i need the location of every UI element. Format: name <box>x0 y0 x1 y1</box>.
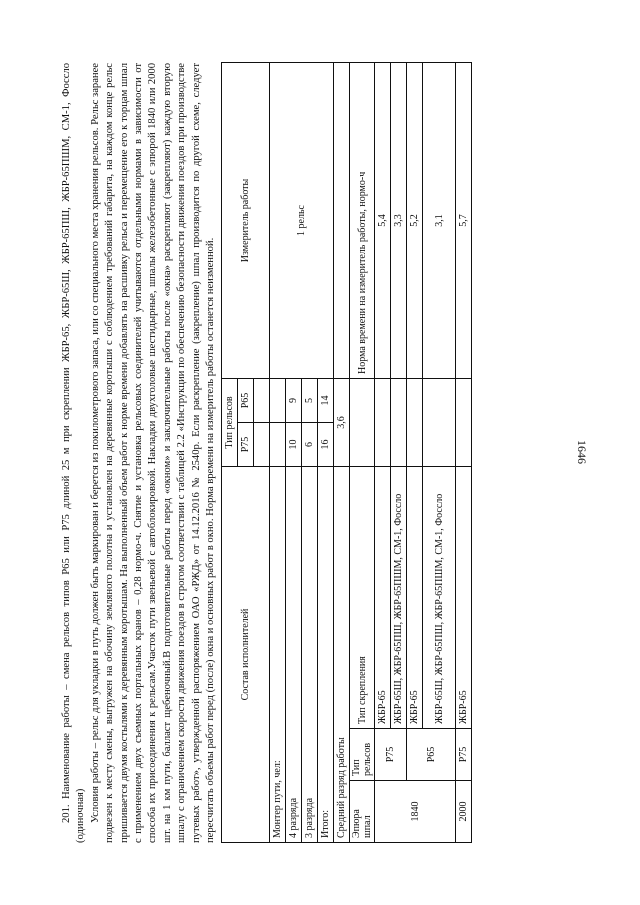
empty-cell <box>350 378 375 466</box>
avg-grade-label: Средний разряд работы <box>334 466 350 842</box>
work-conditions: Условия работы – рельс для укладки в путь должен быть маркирован и берется из покилометрового запаса, или со специального места хранения рельсов. Рельс заранее подвезен к месту смены, выгружен на обочину земляного полотна и установлен на деревянные коротыши с соблюдением требований габарита, на каждом конце рельс пришивается двумя костылями к деревянным коротышам. На выполненный объем работ к норме времени добавлять на расшивку рельса и перемещение его к торцам шпал с применением двух съемных портальных кранов – 0,28 нормо-ч. Снятие и установка рельсовых соединителей учитываются отдельными нормами в зависимости от способа их присоединения к рельсам.Участок пути звеньевой с автоблокировкой. Накладки двухголовые шестидырные, шпалы железобетонные с эпюрой 1840 или 2000 шт. на 1 км пути, балласт щебеночный.В подготовительные работы перед «окном» и заключительные работы после «окна» раскрепляют (закрепляют) каждую вторую шпалу с ограничением скорости движения поездов в строгом соответствии с таблицей 2.2 «Инструкции по обеспечению безопасности движения поездов при производстве путевых работ», утвержденной распоряжением ОАО «РЖД» от 14.12.2016 № 2540р. Если раскрепление (закрепление) шпал производится по другой схеме, следует пересчитать объемы работ перед (после) окна и основных работ в окно. Норма времени на измеритель работы останется неизменной. <box>89 62 217 843</box>
norm-value: 3,3 <box>391 62 407 378</box>
empty-cell <box>423 378 456 466</box>
norm-value: 5,4 <box>375 62 391 378</box>
grade4-p65: 9 <box>286 378 302 422</box>
rotated-content <box>60 63 580 843</box>
grade4-label: 4 разряда <box>286 466 302 842</box>
meter-value: 1 рельс <box>270 62 334 378</box>
rail-type-col-header: Тип рельсов <box>350 728 375 780</box>
grade4-p75: 10 <box>286 422 302 466</box>
table-row <box>222 62 238 842</box>
page-number: 1646 <box>575 440 589 464</box>
fastening-cell: ЖБР-65Ш, ЖБР-65ПШ, ЖБР-65ПШМ, СМ-1, Фоссло <box>423 466 456 728</box>
fastening-cell: ЖБР-65 <box>456 466 472 728</box>
p65-header: Р65 <box>238 378 254 422</box>
empty-cell <box>391 378 407 466</box>
fastening-header: Тип скрепления <box>350 466 375 728</box>
text-block <box>60 63 218 843</box>
empty-cell <box>375 378 391 466</box>
table-row <box>456 62 472 842</box>
rail-p75: Р75 <box>456 728 472 780</box>
norm-value: 5,7 <box>456 62 472 378</box>
norm-value: 5,2 <box>407 62 423 378</box>
rail-type-header: Тип рельсов <box>222 378 238 466</box>
p75-header: Р75 <box>238 422 254 466</box>
table-row <box>350 62 375 842</box>
meter-header: Измеритель работы <box>222 62 270 378</box>
table-row <box>375 62 391 842</box>
composition-header: Состав исполнителей <box>222 466 270 842</box>
grade3-p65: 5 <box>302 378 318 422</box>
fastening-cell: ЖБР-65 <box>407 466 423 728</box>
total-p75: 16 <box>318 422 334 466</box>
table-row <box>407 62 423 842</box>
avg-grade-value: 3,6 <box>334 378 350 466</box>
empty-cell <box>270 422 286 466</box>
rail-p65: Р65 <box>407 728 456 780</box>
grade3-p75: 6 <box>302 422 318 466</box>
table-row <box>334 62 350 842</box>
fastening-cell: ЖБР-65Ш, ЖБР-65ПШ, ЖБР-65ПШМ, СМ-1, Фоссло <box>391 466 407 728</box>
empty-cell <box>254 378 270 422</box>
norms-table <box>221 61 472 842</box>
epure-2000: 2000 <box>456 780 472 842</box>
rail-p75: Р75 <box>375 728 407 780</box>
empty-cell <box>270 378 286 422</box>
track-fitter-label: Монтер пути, чел: <box>270 466 286 842</box>
norm-header: Норма времени на измеритель работы, нормо-ч <box>350 62 375 378</box>
empty-cell <box>254 422 270 466</box>
total-p65: 14 <box>318 378 334 422</box>
fastening-cell: ЖБР-65 <box>375 466 391 728</box>
empty-cell <box>407 378 423 466</box>
table-row <box>270 62 286 842</box>
norm-value: 3,1 <box>423 62 456 378</box>
total-label: Итого: <box>318 466 334 842</box>
epure-1840: 1840 <box>375 780 456 842</box>
empty-cell <box>334 62 350 378</box>
empty-cell <box>456 378 472 466</box>
work-heading: 201. Наименование работы – смена рельсов типов Р65 или Р75 длиной 25 м при скреплении ЖБР-65, ЖБР-65Ш, ЖБР-65ПШ, ЖБР-65ПШМ, СМ-1, Фоссло (одиночная) <box>61 62 87 843</box>
table-row <box>391 62 407 842</box>
sleeper-epure-header: Эпюра шпал <box>350 780 375 842</box>
grade3-label: 3 разряда <box>302 466 318 842</box>
